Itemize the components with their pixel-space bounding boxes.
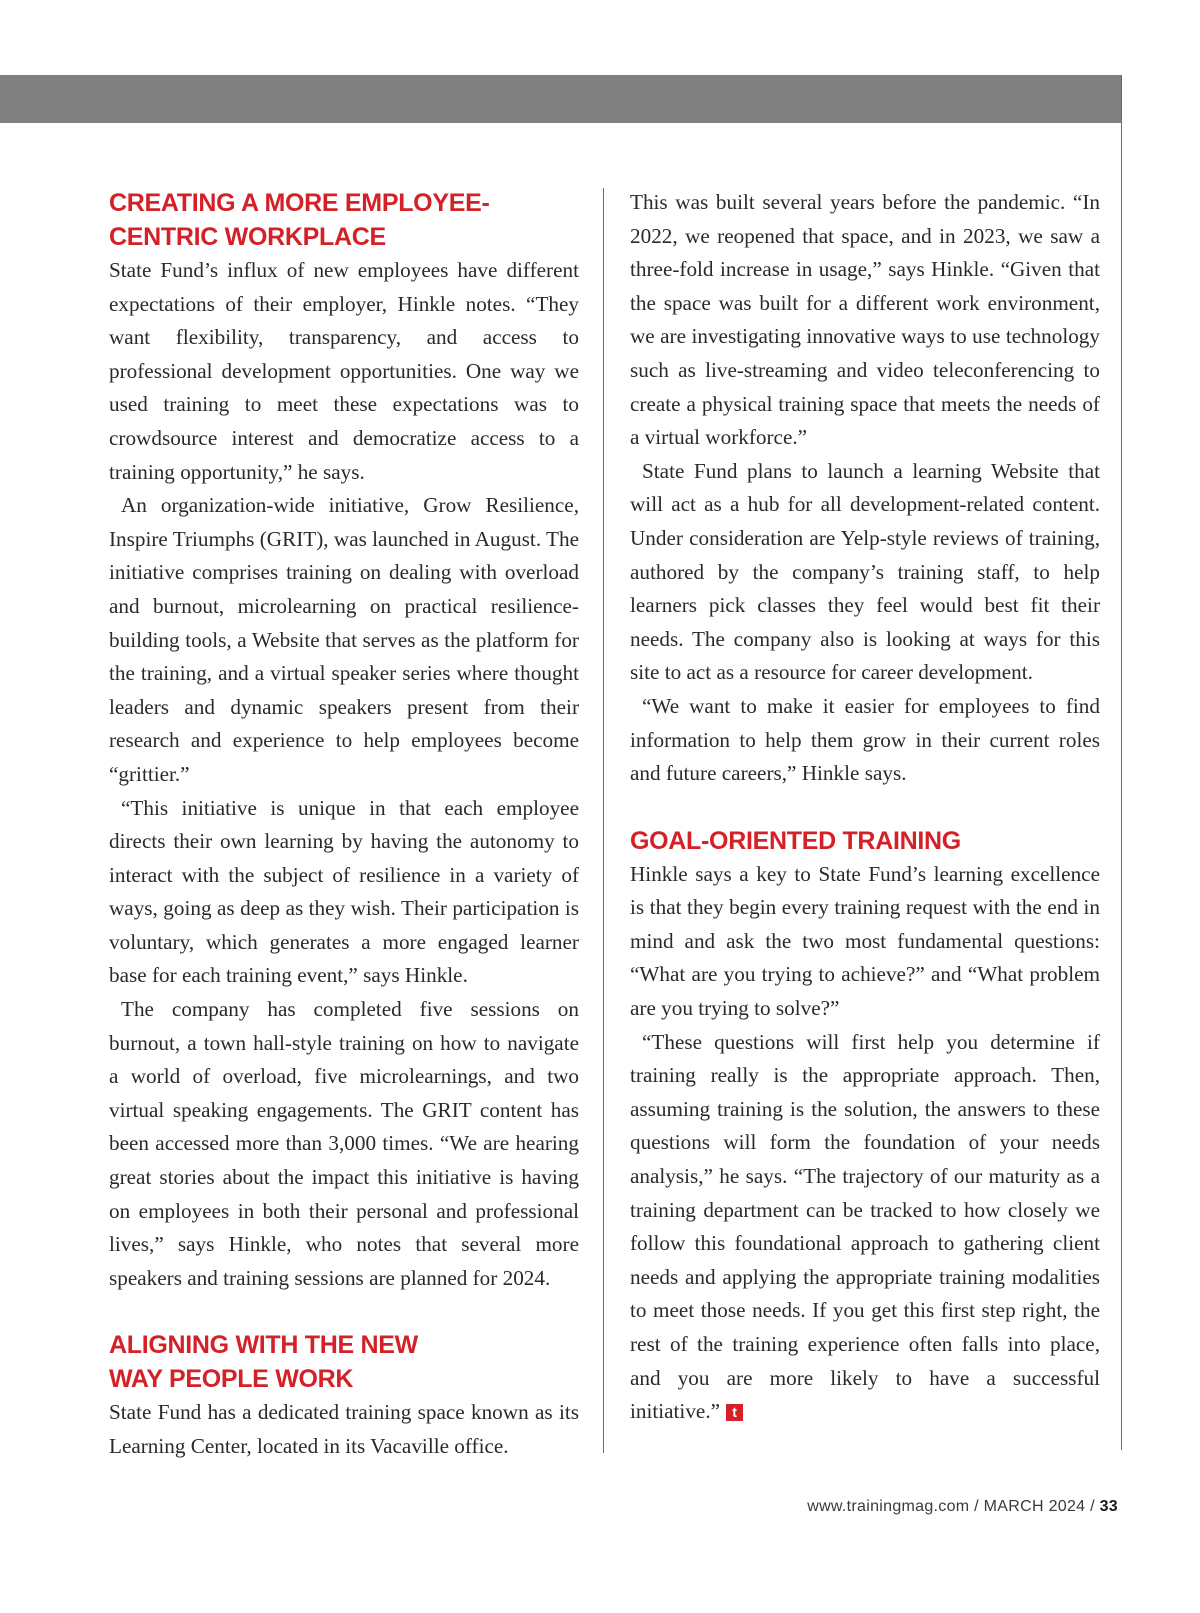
right-column xyxy=(630,186,1100,1429)
paragraph: “We want to make it easier for employees to find information to help them grow in their current roles and future careers,” Hinkle says. xyxy=(630,693,1100,786)
section-heading-employee-centric xyxy=(109,186,579,254)
end-mark-icon: t xyxy=(726,1404,743,1421)
paragraph: Hinkle says a key to State Fund’s learning excellence is that they begin every training request with the end in mind and ask the two most fundamental questions: “What are you trying to achieve?” and “What problem are you trying to solve?” xyxy=(630,861,1100,1021)
paragraph: The company has completed five sessions on burnout, a town hall-style training on how to navigate a world of overload, five microlearnings, and two virtual speaking engagements. The GRIT content has been accessed more than 3,000 times. “We are hearing great stories about the impact this initiative is having on employees in both their personal and professional lives,” says Hinkle, who notes that several more speakers and training sessions are planned for 2024. xyxy=(109,997,579,1290)
heading-line: CENTRIC WORKPLACE xyxy=(109,223,386,251)
section-heading-aligning xyxy=(109,1328,579,1396)
page-number: 33 xyxy=(1099,1498,1118,1515)
paragraph: State Fund’s influx of new employees have different expectations of their employer, Hinkle notes. “They want flexibility, transparency, and access to professional development opportunities. One way we used training to meet these expectations was to crowdsource interest and democratize access to a training opportunity,” he says. xyxy=(109,258,579,484)
paragraph-text: “These questions will first help you determine if training really is the appropriate approach. Then, assuming training is the solution, the answers to these questions will form the foundation of your needs analysis,” he says. “The trajectory of our maturity as a training department can be tracked to how closely we follow this foundational approach to gathering client needs and applying the appropriate training modalities to meet those needs. If you get this first step right, the rest of the training experience often falls into place, and you are more likely to have a successful initiative.” xyxy=(630,1029,1100,1424)
header-bar xyxy=(0,75,1122,123)
paragraph: This was built several years before the pandemic. “In 2022, we reopened that space, and in 2023, we saw a three-fold increase in usage,” says Hinkle. “Given that the space was built for a different work environment, we are investigating innovative ways to use technology such as live-streaming and video teleconferencing to create a physical training space that meets the needs of a virtual workforce.” xyxy=(630,190,1100,450)
paragraph: “This initiative is unique in that each employee directs their own learning by having the autonomy to interact with the subject of resilience in a variety of ways, going as deep as they wish. Their participation is voluntary, which generates a more engaged learner base for each training event,” says Hinkle. xyxy=(109,795,579,988)
section-heading-goal-oriented: GOAL-ORIENTED TRAINING xyxy=(630,826,961,855)
page-edge-rule xyxy=(1121,75,1122,1450)
paragraph: State Fund plans to launch a learning Website that will act as a hub for all development-related content. Under consideration are Yelp-style reviews of training, authored by the company’s training staff, to help learners pick classes they feel would best fit their needs. The company also is looking at ways for this site to act as a resource for career development. xyxy=(630,458,1100,685)
paragraph: State Fund has a dedicated training space known as its Learning Center, located in its Vacaville office. xyxy=(109,1400,579,1458)
column-divider xyxy=(603,188,604,1453)
paragraph-final xyxy=(630,1026,1100,1429)
heading-line: WAY PEOPLE WORK xyxy=(109,1365,354,1394)
footer-text: www.trainingmag.com / MARCH 2024 / xyxy=(807,1498,1100,1515)
paragraph: An organization-wide initiative, Grow Resilience, Inspire Triumphs (GRIT), was launched in August. The initiative comprises training on dealing with overload and burnout, microlearning on practical resilience-building tools, a Website that serves as the platform for the training, and a virtual speaker series where thought leaders and dynamic speakers present from their research and experience to help employees become “grittier.” xyxy=(109,493,579,786)
heading-line: CREATING A MORE EMPLOYEE- xyxy=(109,189,490,217)
left-column xyxy=(109,186,579,1464)
page-footer xyxy=(807,1498,1118,1516)
heading-line: ALIGNING WITH THE NEW xyxy=(109,1331,418,1360)
